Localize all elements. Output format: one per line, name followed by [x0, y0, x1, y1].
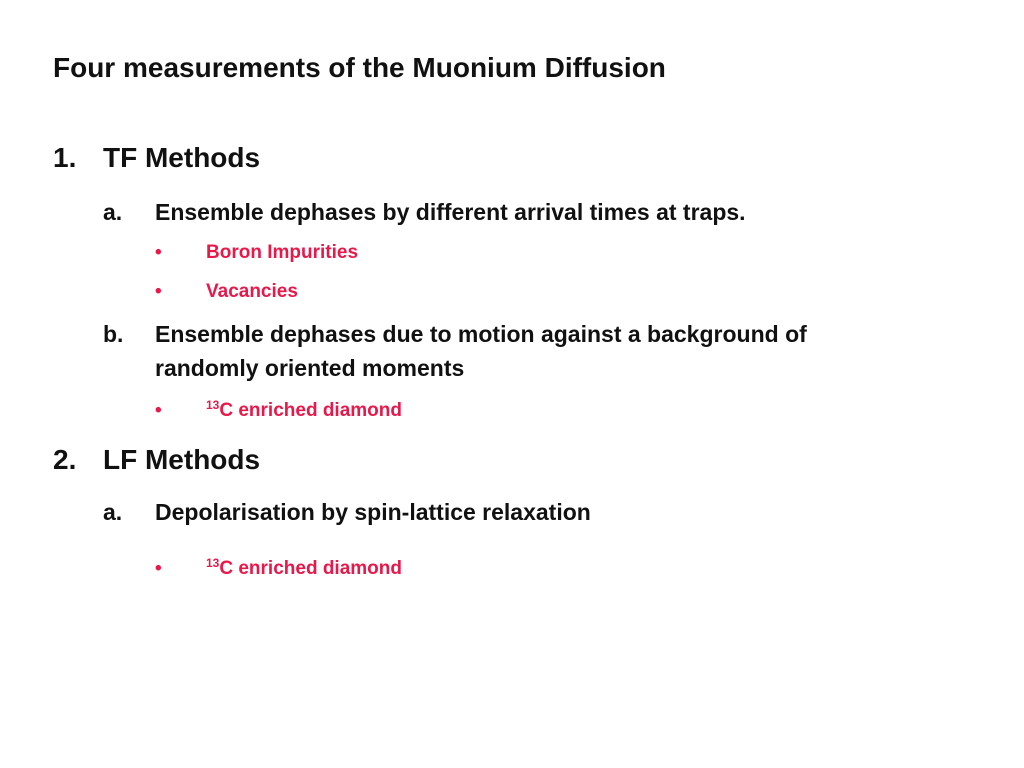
isotope-superscript: 13 [206, 398, 220, 412]
bullet-dot: • [155, 558, 162, 579]
bullet-dot: • [155, 242, 162, 263]
section-1-number: 1. [53, 142, 77, 173]
bullet-dot: • [155, 400, 162, 421]
bullet-text: C enriched diamond [219, 400, 402, 421]
item-1a-text: Ensemble dephases by different arrival times at traps. [155, 199, 746, 225]
slide-title: Four measurements of the Muonium Diffusion [53, 52, 666, 83]
item-2a-text: Depolarisation by spin-lattice relaxation [155, 499, 591, 525]
item-1a-letter: a. [103, 199, 123, 225]
bullet-boron-impurities: Boron Impurities [206, 242, 359, 263]
item-1b-text-line1: Ensemble dephases due to motion against a background of [155, 321, 807, 347]
bullet-13c-diamond-1 [206, 400, 402, 422]
bullet-vacancies: Vacancies [206, 281, 298, 302]
bullet-13c-diamond-2 [206, 558, 402, 580]
item-1b-letter: b. [103, 321, 124, 347]
item-1b-text-line2: randomly oriented moments [155, 355, 465, 381]
isotope-superscript: 13 [206, 556, 220, 570]
section-2-heading: LF Methods [103, 444, 261, 475]
bullet-dot: • [155, 281, 162, 302]
section-1-heading: TF Methods [103, 142, 261, 173]
item-2a-letter: a. [103, 499, 123, 525]
bullet-text: C enriched diamond [219, 558, 402, 579]
section-2-number: 2. [53, 444, 77, 475]
